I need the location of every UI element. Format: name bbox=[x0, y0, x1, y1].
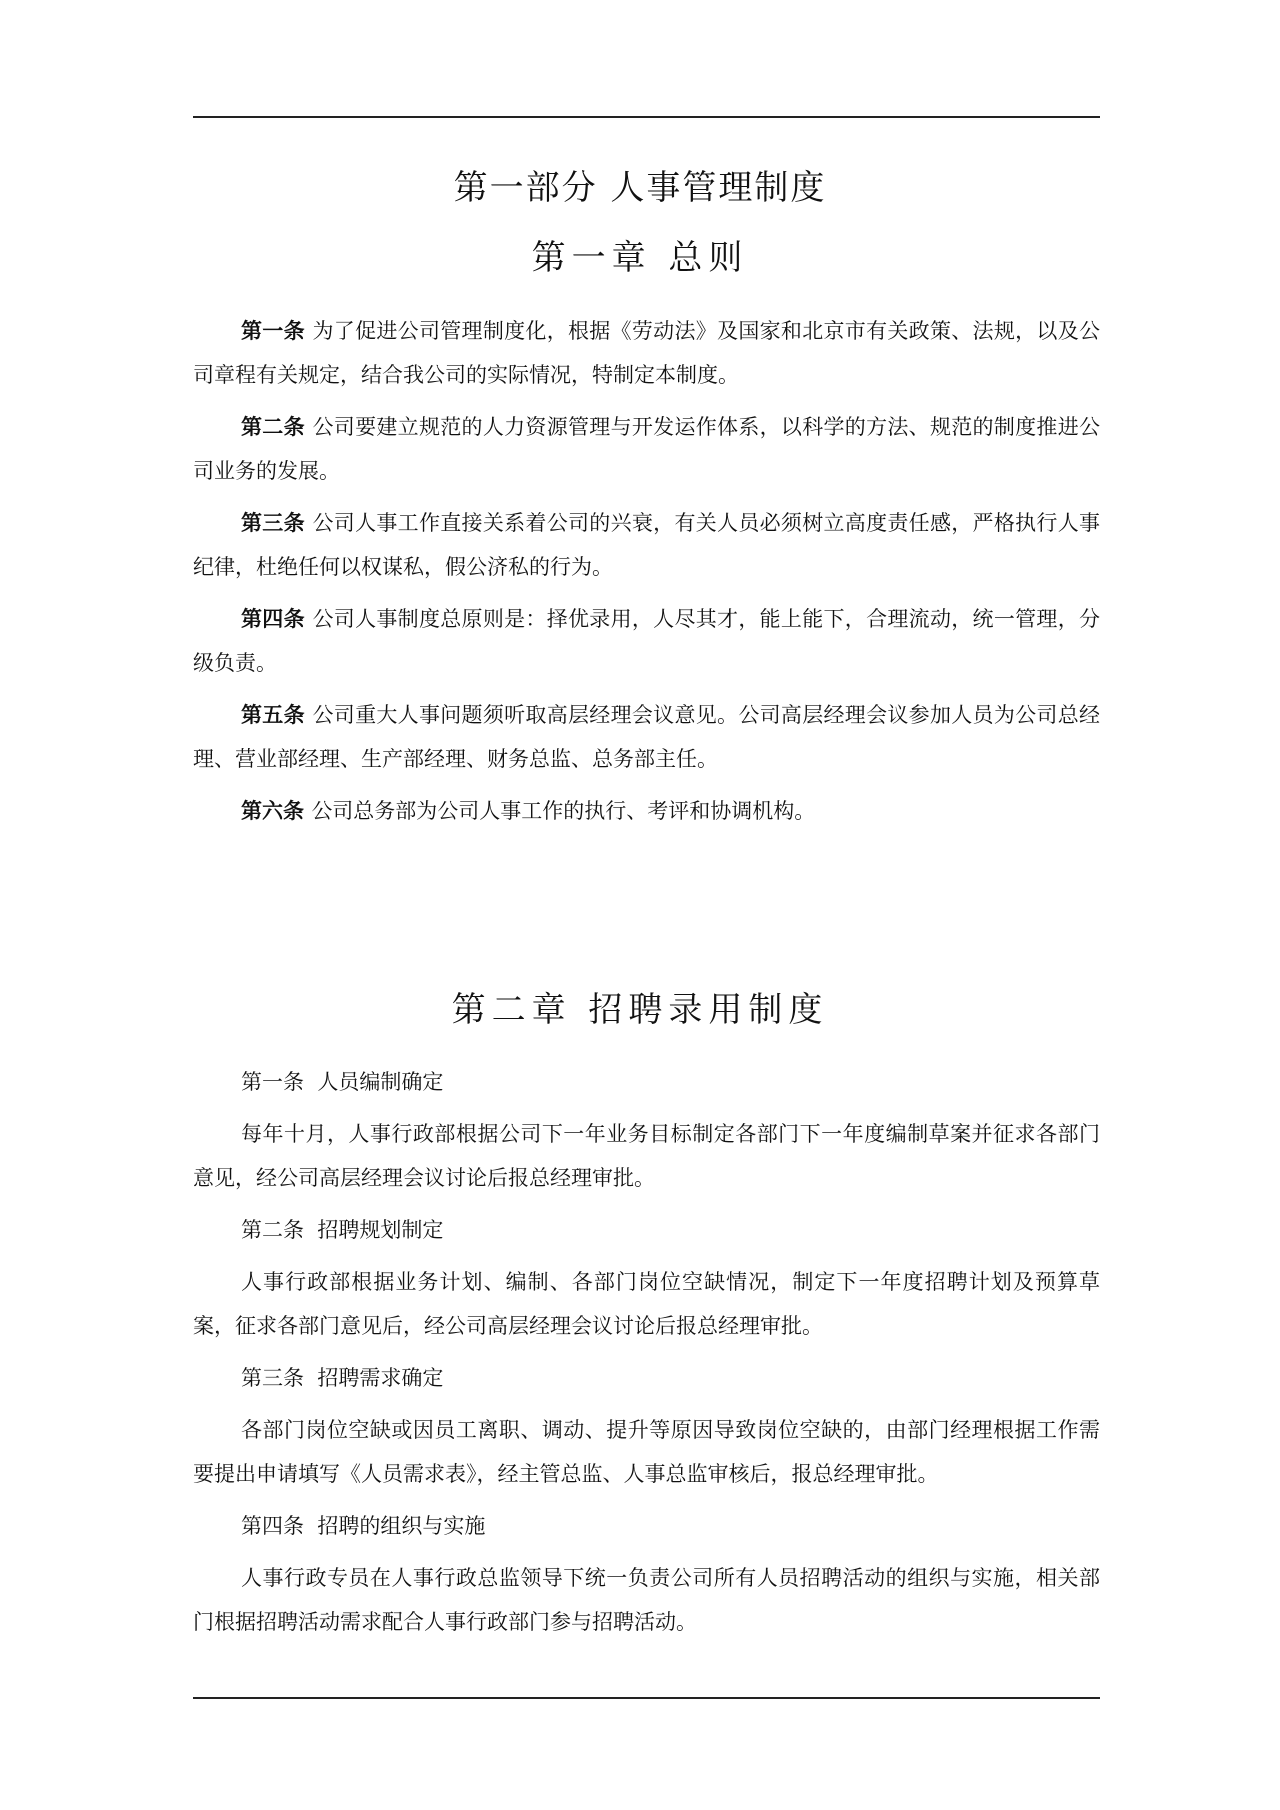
article-label: 第四条 bbox=[241, 1514, 304, 1538]
article-label: 第五条 bbox=[241, 702, 305, 727]
chapter-2-title: 第二章 招聘录用制度 bbox=[451, 990, 829, 1030]
article-label: 第二条 bbox=[241, 1218, 304, 1242]
footer-rule bbox=[193, 1697, 1100, 1699]
article-text: 公司人事工作直接关系着公司的兴衰，有关人员必须树立高度责任感，严格执行人事纪律，杜绝任何以权谋私，假公济私的行为。 bbox=[193, 511, 1101, 579]
chapter-1-body bbox=[193, 309, 1100, 841]
article-text: 人事行政专员在人事行政总监领导下统一负责公司所有人员招聘活动的组织与实施，相关部门根据招聘活动需求配合人事行政部门参与招聘活动。 bbox=[193, 1566, 1100, 1634]
chapter-2-body bbox=[193, 1060, 1100, 1652]
article-heading-text: 人员编制确定 bbox=[317, 1070, 444, 1094]
part-title: 第一部分 人事管理制度 bbox=[453, 168, 827, 208]
article bbox=[193, 309, 1100, 397]
article-text: 各部门岗位空缺或因员工离职、调动、提升等原因导致岗位空缺的，由部门经理根据工作需要提出申请填写《人员需求表》，经主管总监、人事总监审核后，报总经理审批。 bbox=[193, 1418, 1100, 1486]
article-heading bbox=[193, 1356, 1100, 1400]
article-label: 第二条 bbox=[241, 414, 305, 439]
article-heading-text: 招聘的组织与实施 bbox=[317, 1514, 486, 1538]
article-label: 第一条 bbox=[241, 318, 305, 343]
article-heading-text: 招聘需求确定 bbox=[317, 1366, 444, 1390]
article bbox=[193, 405, 1100, 493]
article bbox=[193, 501, 1100, 589]
article-heading bbox=[193, 1060, 1100, 1104]
article-text: 公司总务部为公司人事工作的执行、考评和协调机构。 bbox=[311, 799, 816, 823]
article-label: 第三条 bbox=[241, 510, 305, 535]
article-heading bbox=[193, 1504, 1100, 1548]
article-label: 第四条 bbox=[241, 606, 305, 631]
article-text: 为了促进公司管理制度化，根据《劳动法》及国家和北京市有关政策、法规，以及公司章程有关规定，结合我公司的实际情况，特制定本制度。 bbox=[193, 319, 1101, 387]
article-label: 第三条 bbox=[241, 1366, 304, 1390]
article-text: 公司人事制度总原则是：择优录用，人尽其才，能上能下，合理流动，统一管理，分级负责。 bbox=[193, 607, 1101, 675]
article-text: 公司重大人事问题须听取高层经理会议意见。公司高层经理会议参加人员为公司总经理、营业部经理、生产部经理、财务总监、总务部主任。 bbox=[193, 703, 1101, 771]
article-text: 人事行政部根据业务计划、编制、各部门岗位空缺情况，制定下一年度招聘计划及预算草案，征求各部门意见后，经公司高层经理会议讨论后报总经理审批。 bbox=[193, 1270, 1100, 1338]
header-rule bbox=[193, 116, 1100, 118]
article-heading bbox=[193, 1208, 1100, 1252]
article-heading-text: 招聘规划制定 bbox=[317, 1218, 444, 1242]
article-text: 每年十月，人事行政部根据公司下一年业务目标制定各部门下一年度编制草案并征求各部门意见，经公司高层经理会议讨论后报总经理审批。 bbox=[193, 1122, 1100, 1190]
article bbox=[193, 789, 1100, 833]
chapter-1-title: 第一章 总则 bbox=[531, 238, 749, 278]
article-label: 第一条 bbox=[241, 1070, 304, 1094]
article-text: 公司要建立规范的人力资源管理与开发运作体系，以科学的方法、规范的制度推进公司业务的发展。 bbox=[193, 415, 1101, 483]
article bbox=[193, 597, 1100, 685]
article-label: 第六条 bbox=[241, 798, 304, 823]
article bbox=[193, 693, 1100, 781]
